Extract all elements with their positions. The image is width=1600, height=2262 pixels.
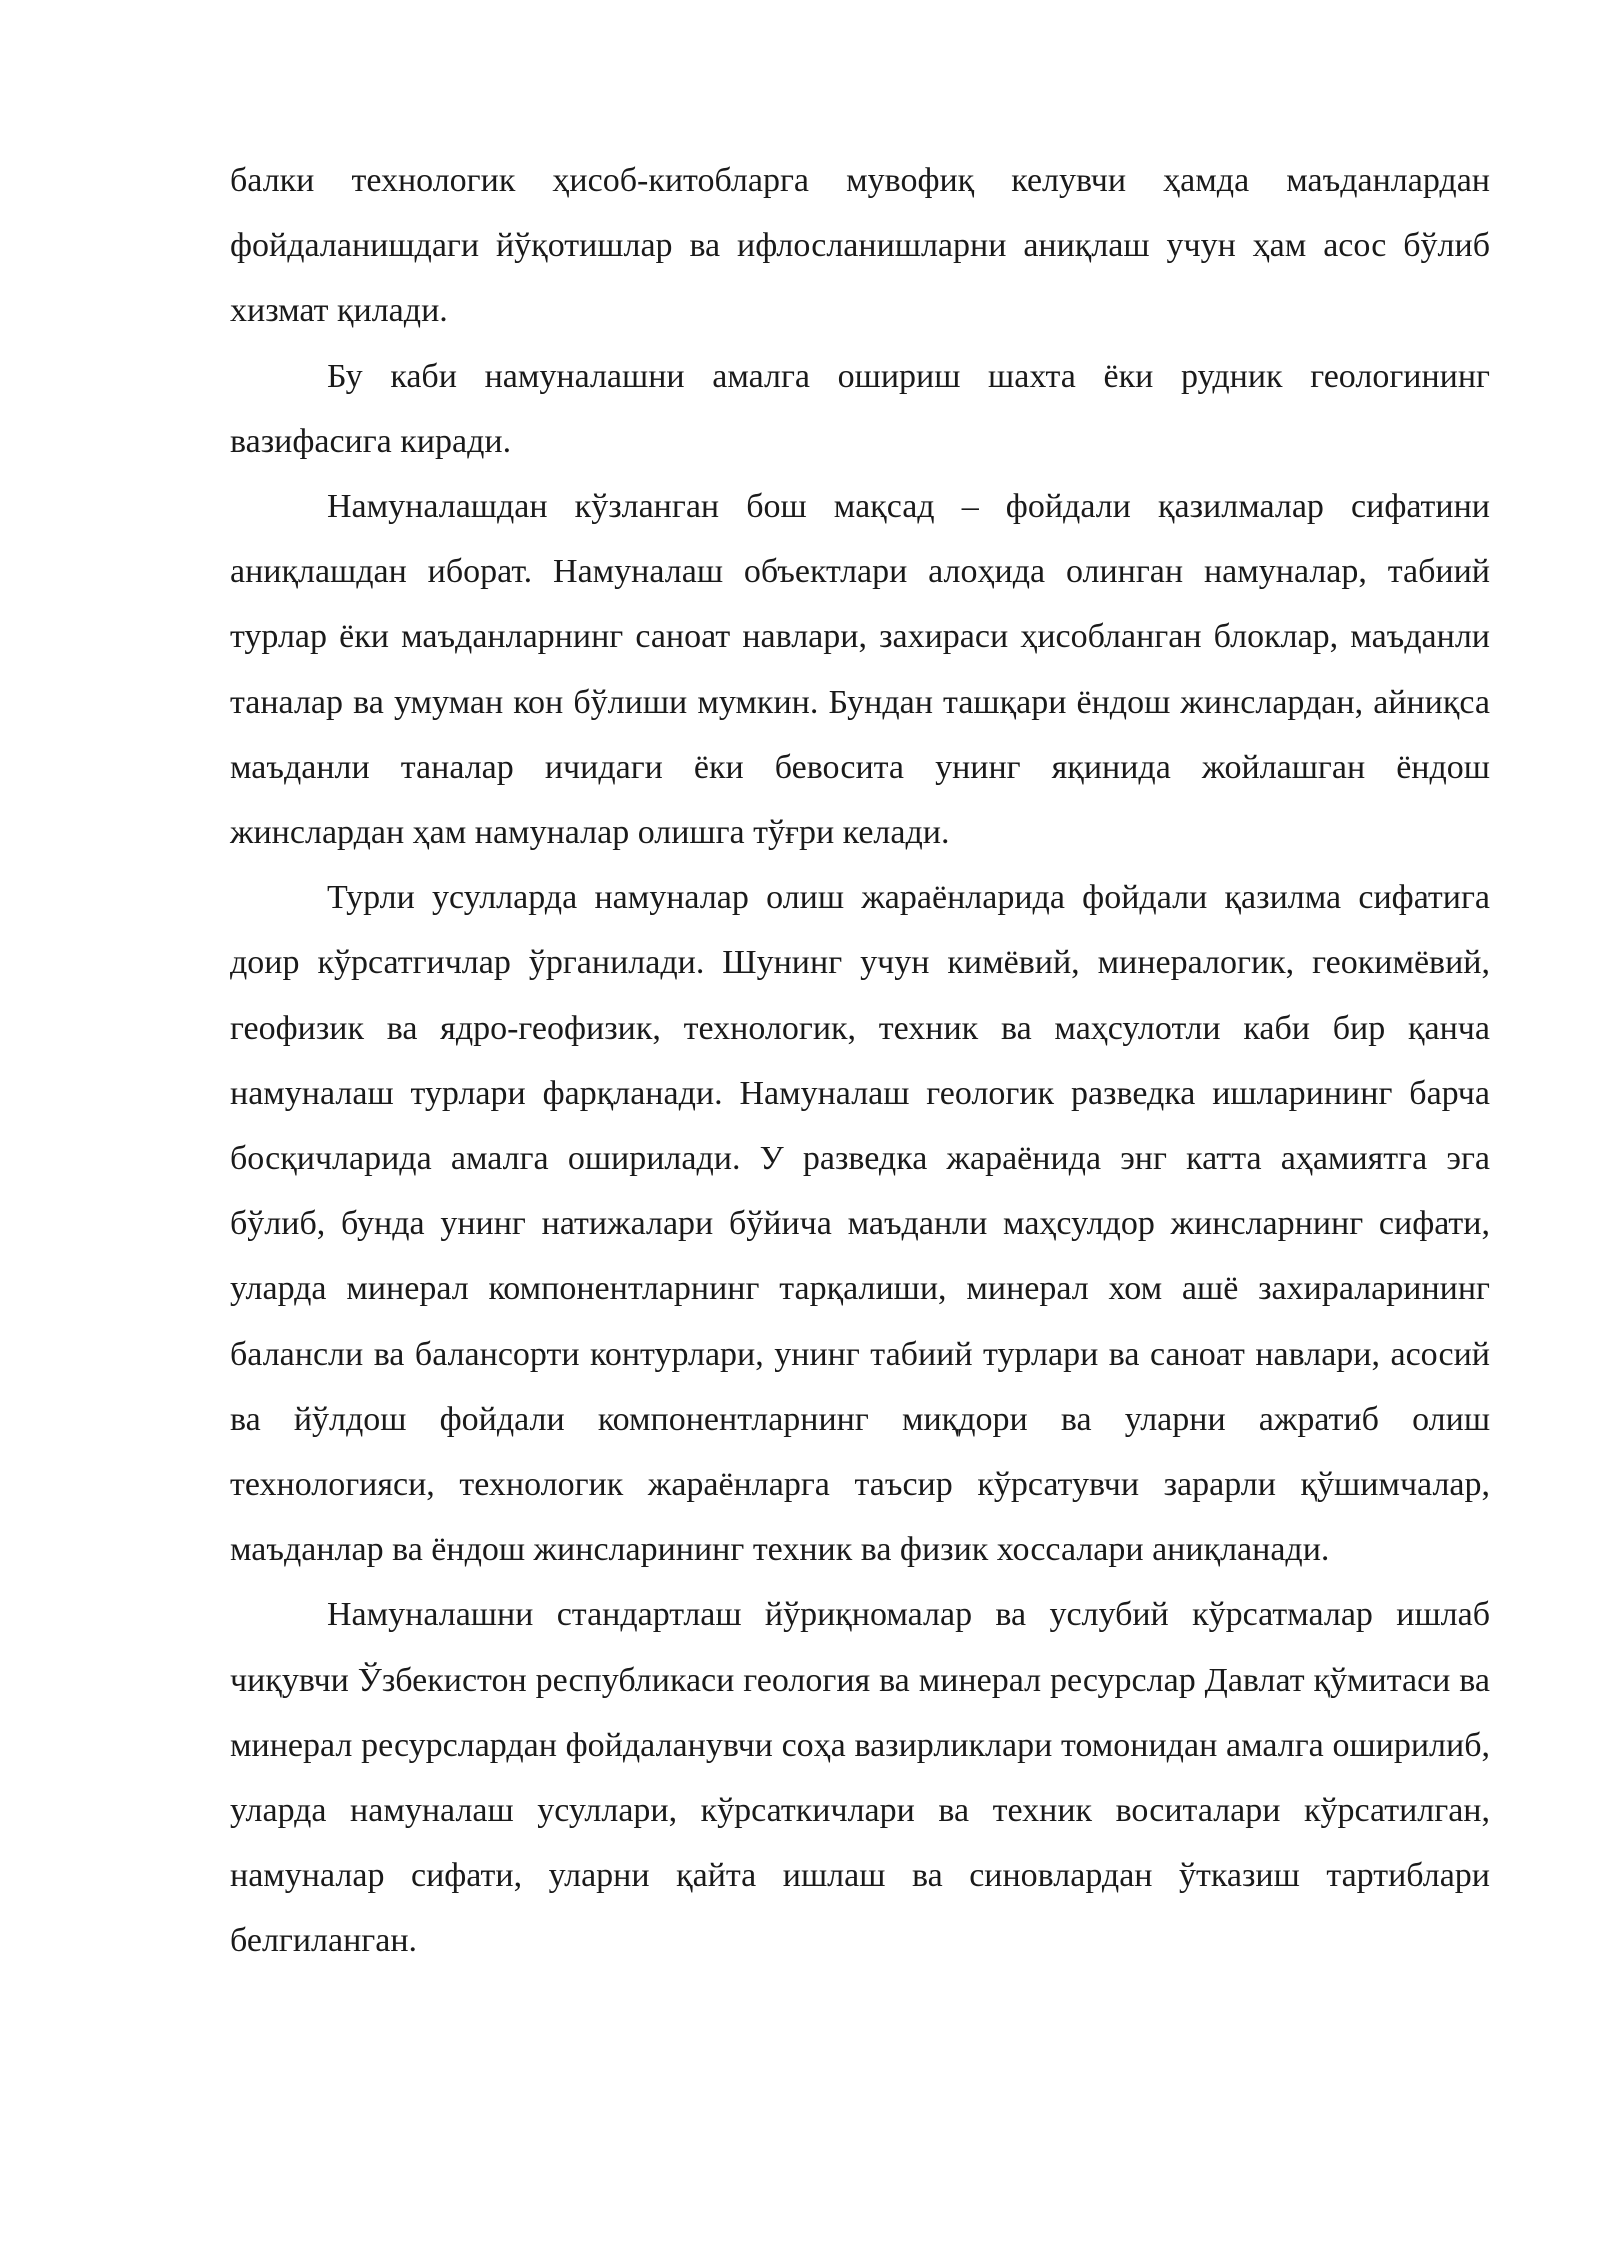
body-text	[230, 148, 1490, 1974]
paragraph-continuation: балки технологик ҳисоб-китобларга мувофиқ келувчи ҳамда маъданлардан фойдаланишдаги йўқотишлар ва ифлосланишларни аниқлаш учун ҳам асос бўлиб хизмат қилади.	[230, 162, 1490, 330]
paragraph: Турли усулларда намуналар олиш жараёнларида фойдали қазилма сифатига доир кўрсатгичлар ўрганилади. Шунинг учун кимёвий, минералогик, геокимёвий, геофизик ва ядро-геофизик, технологик, техник ва маҳсулотли каби бир қанча намуналаш турлари фарқланади. Намуналаш геологик разведка ишларининг барча босқичларида амалга оширилади. У разведка жараёнида энг катта аҳамиятга эга бўлиб, бунда унинг натижалари бўйича маъданли маҳсулдор жинсларнинг сифати, уларда минерал компонентларнинг тарқалиши, минерал хом ашё захираларининг балансли ва балансорти контурлари, унинг табиий турлари ва саноат навлари, асосий ва йўлдош фойдали компонентларнинг миқдори ва уларни ажратиб олиш технологияси, технологик жараёнларга таъсир кўрсатувчи зарарли қўшимчалар, маъданлар ва ёндош жинсларининг техник ва физик хоссалари аниқланади.	[230, 879, 1490, 1569]
paragraph: Бу каби намуналашни амалга ошириш шахта ёки рудник геологининг вазифасига киради.	[230, 357, 1490, 460]
paragraph: Намуналашдан кўзланган бош мақсад – фойдали қазилмалар сифатини аниқлашдан иборат. Намуналаш объектлари алоҳида олинган намуналар, табиий турлар ёки маъданларнинг саноат навлари, захираси ҳисобланган блоклар, маъданли таналар ва умуман кон бўлиши мумкин. Бундан ташқари ёндош жинслардан, айниқса маъданли таналар ичидаги ёки бевосита унинг яқинида жойлашган ёндош жинслардан ҳам намуналар олишга тўғри келади.	[230, 488, 1490, 852]
paragraph: Намуналашни стандартлаш йўриқномалар ва услубий кўрсатмалар ишлаб чиқувчи Ўзбекистон республикаси геология ва минерал ресурслар Давлат қўмитаси ва минерал ресурслардан фойдаланувчи соҳа вазирликлари томонидан амалга оширилиб, уларда намуналаш усуллари, кўрсаткичлари ва техник воситалари кўрсатилган, намуналар сифати, уларни қайта ишлаш ва синовлардан ўтказиш тартиблари белгиланган.	[230, 1596, 1490, 1960]
